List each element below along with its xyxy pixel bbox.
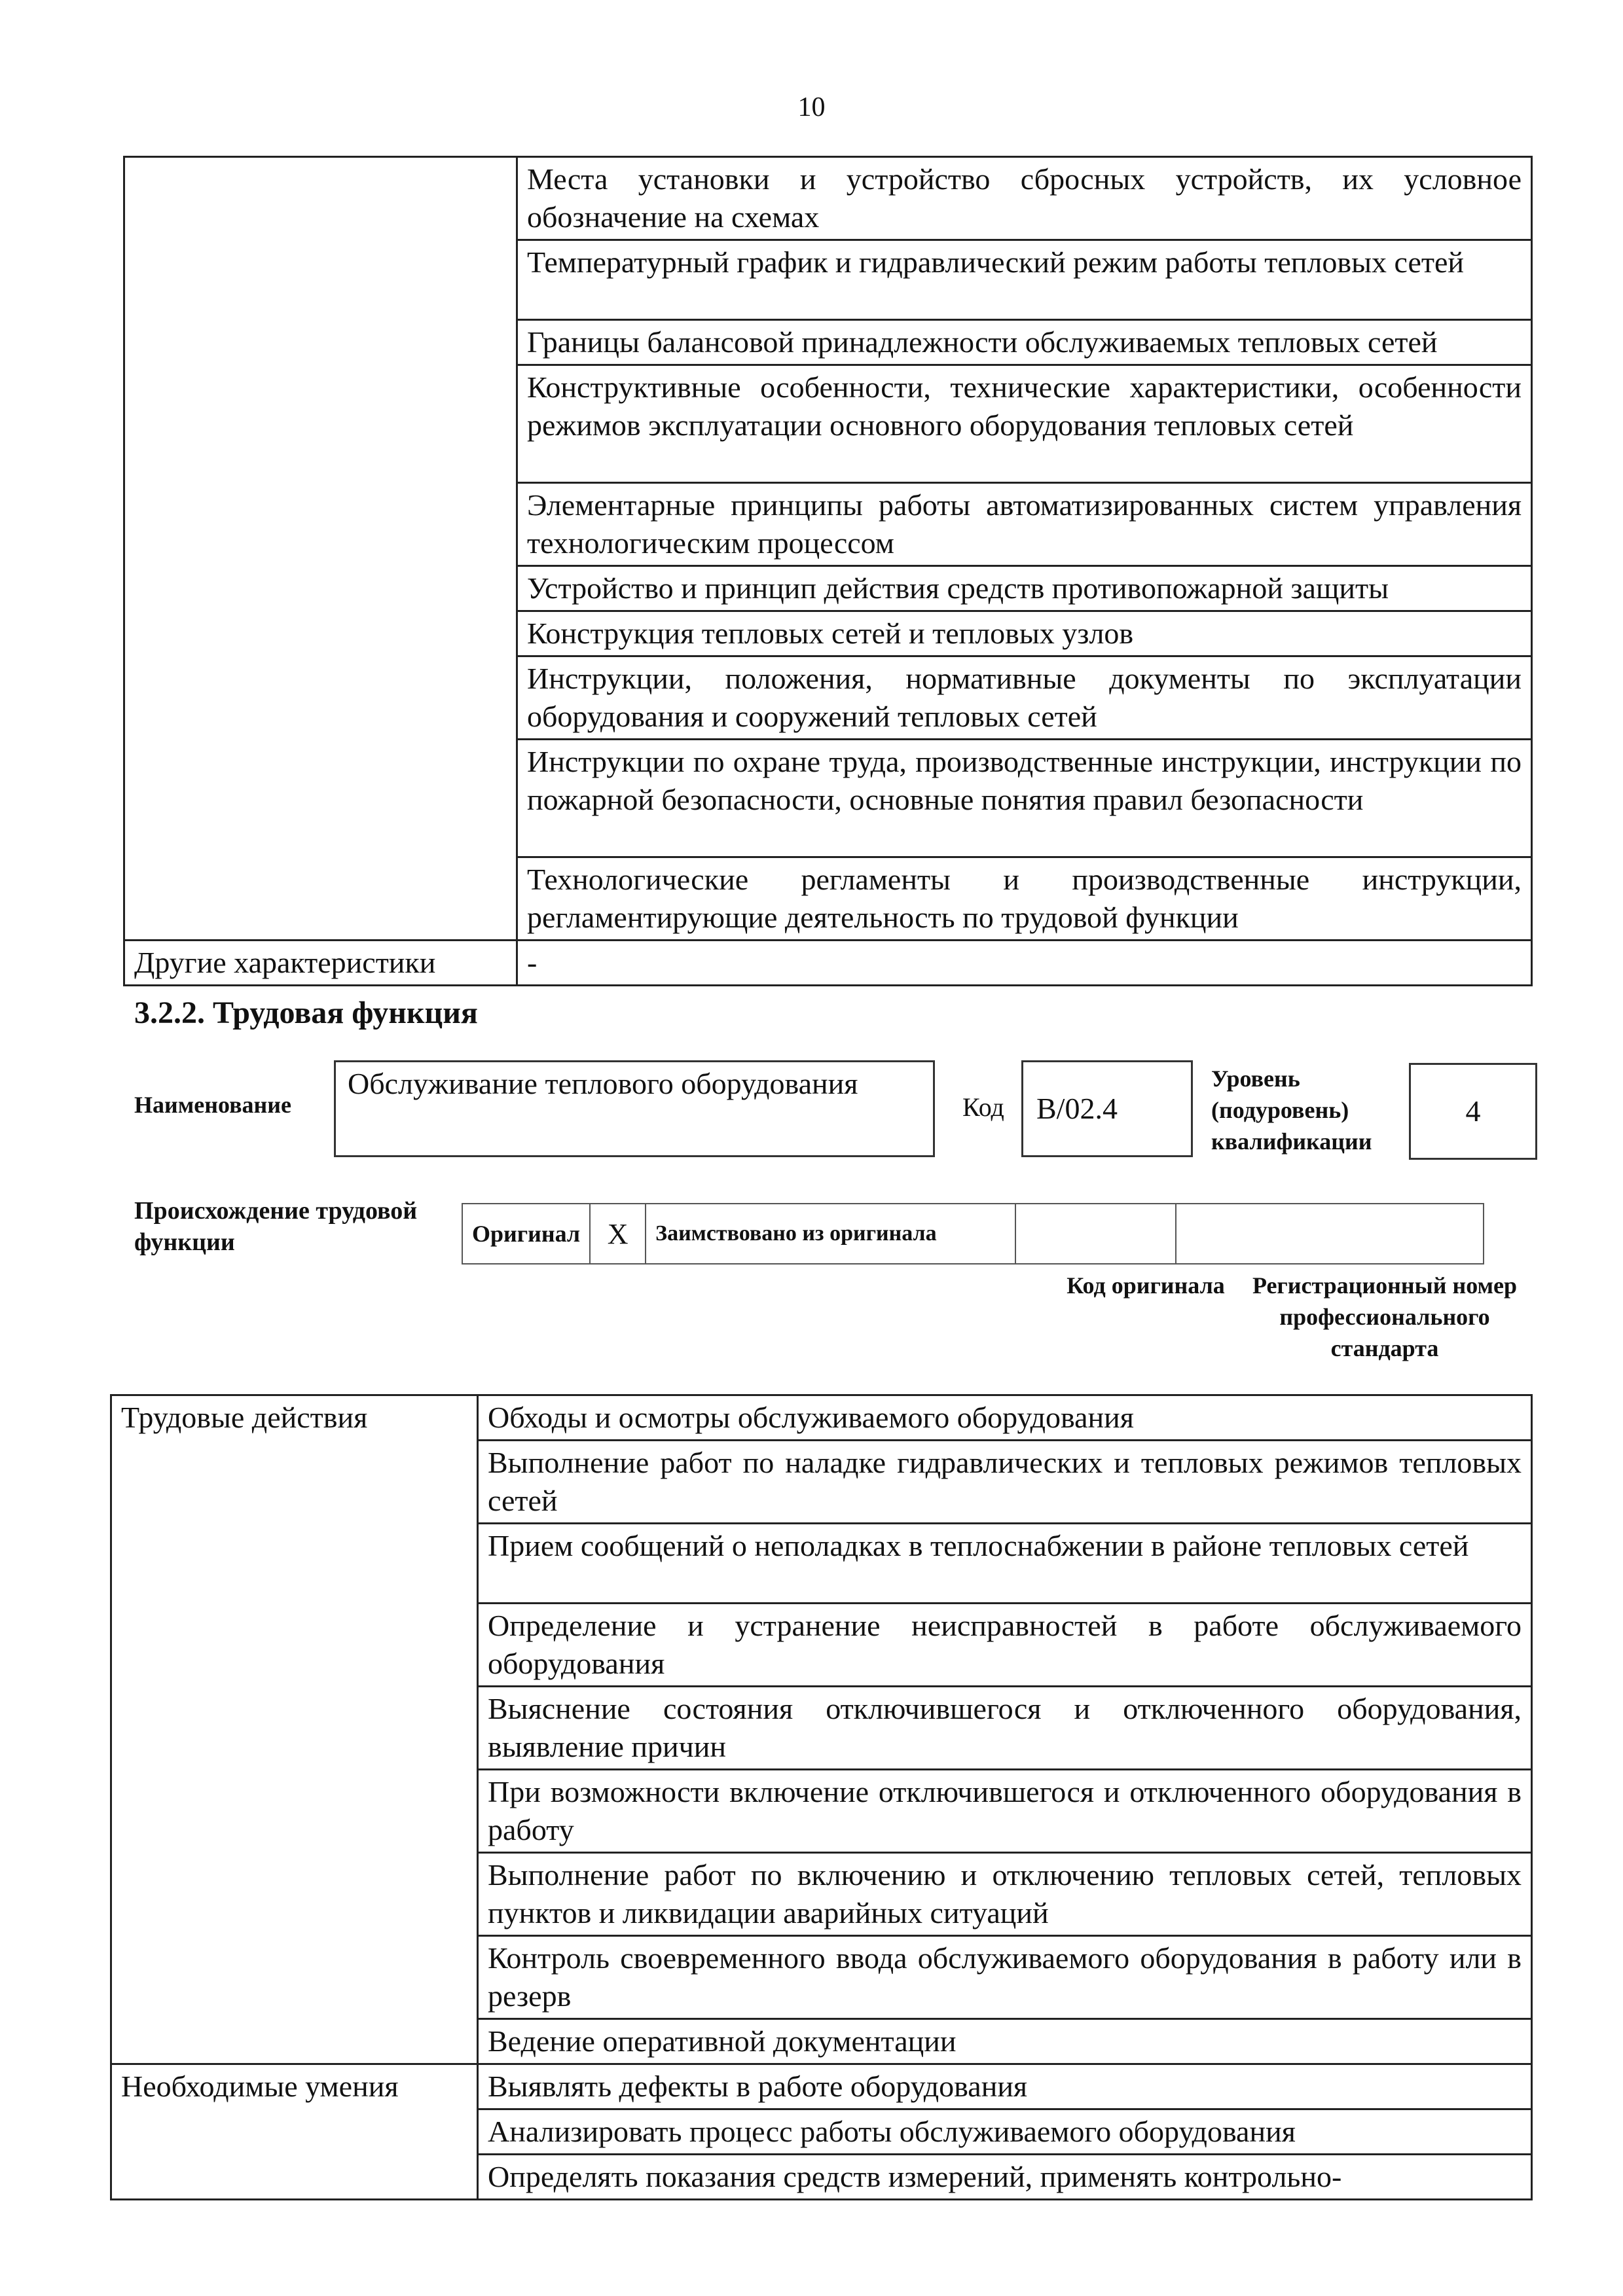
knowledge-item: Технологические регламенты и производственные инструкции, регламентирующие деятельность по трудовой функции	[517, 857, 1532, 941]
skill-item: Выявлять дефекты в работе оборудования	[478, 2064, 1532, 2109]
other-characteristics-label: Другие характеристики	[124, 941, 517, 986]
action-item: Определение и устранение неисправностей в работе обслуживаемого оборудования	[478, 1604, 1532, 1687]
knowledge-label-cell	[124, 157, 517, 941]
name-value: Обслуживание теплового оборудования	[348, 1067, 858, 1100]
level-box	[1409, 1063, 1537, 1160]
code-original-cell	[1015, 1204, 1176, 1264]
action-item: Ведение оперативной документации	[478, 2019, 1532, 2064]
reg-number-cell	[1176, 1204, 1484, 1264]
skill-item: Определять показания средств измерений, применять контрольно-	[478, 2155, 1532, 2200]
action-item: При возможности включение отключившегося и отключенного оборудования в работу	[478, 1770, 1532, 1853]
knowledge-item: Инструкции по охране труда, производственные инструкции, инструкции по пожарной безопасности, основные понятия правил безопасности	[517, 740, 1532, 857]
action-item: Контроль своевременного ввода обслуживаемого оборудования в работу или в резерв	[478, 1936, 1532, 2019]
action-item: Обходы и осмотры обслуживаемого оборудования	[478, 1395, 1532, 1441]
borrowed-label: Заимствовано из оригинала	[646, 1204, 1015, 1264]
other-characteristics-value: -	[517, 941, 1532, 986]
knowledge-item: Инструкции, положения, нормативные документы по эксплуатации оборудования и сооружений тепловых сетей	[517, 656, 1532, 740]
skill-item: Анализировать процесс работы обслуживаемого оборудования	[478, 2109, 1532, 2155]
level-label: Уровень (подуровень) квалификации	[1211, 1066, 1372, 1155]
knowledge-item: Конструктивные особенности, технические характеристики, особенности режимов эксплуатации основного оборудования тепловых сетей	[517, 365, 1532, 483]
original-label: Оригинал	[462, 1204, 590, 1264]
knowledge-item: Элементарные принципы работы автоматизированных систем управления технологическим процессом	[517, 483, 1532, 566]
page-number: 10	[797, 92, 826, 122]
knowledge-item: Места установки и устройство сбросных устройств, их условное обозначение на схемах	[517, 157, 1532, 240]
name-label: Наименование	[134, 1092, 291, 1118]
action-item: Выполнение работ по наладке гидравлических и тепловых режимов тепловых сетей	[478, 1441, 1532, 1524]
knowledge-table	[123, 156, 1533, 986]
origin-table	[462, 1203, 1484, 1265]
code-box	[1021, 1060, 1193, 1157]
skills-label: Необходимые умения	[111, 2064, 478, 2200]
knowledge-item: Конструкция тепловых сетей и тепловых узлов	[517, 611, 1532, 656]
actions-label: Трудовые действия	[111, 1395, 478, 2064]
code-original-caption: Код оригинала	[1067, 1272, 1225, 1299]
reg-number-caption: Регистрационный номер профессионального стандарта	[1252, 1272, 1518, 1361]
section-title: 3.2.2. Трудовая функция	[134, 996, 478, 1030]
action-item: Выполнение работ по включению и отключению тепловых сетей, тепловых пунктов и ликвидации аварийных ситуаций	[478, 1853, 1532, 1936]
knowledge-item: Границы балансовой принадлежности обслуживаемых тепловых сетей	[517, 320, 1532, 365]
knowledge-item: Температурный график и гидравлический режим работы тепловых сетей	[517, 240, 1532, 320]
code-value: B/02.4	[1036, 1092, 1118, 1125]
name-box	[334, 1060, 935, 1157]
code-label: Код	[962, 1092, 1004, 1122]
original-mark: X	[590, 1204, 646, 1264]
origin-label: Происхождение трудовой функции	[134, 1197, 418, 1256]
action-item: Прием сообщений о неполадках в теплоснабжении в районе тепловых сетей	[478, 1524, 1532, 1604]
action-item: Выяснение состояния отключившегося и отключенного оборудования, выявление причин	[478, 1687, 1532, 1770]
knowledge-item: Устройство и принцип действия средств противопожарной защиты	[517, 566, 1532, 611]
actions-table	[110, 1394, 1533, 2200]
level-value: 4	[1465, 1094, 1481, 1128]
